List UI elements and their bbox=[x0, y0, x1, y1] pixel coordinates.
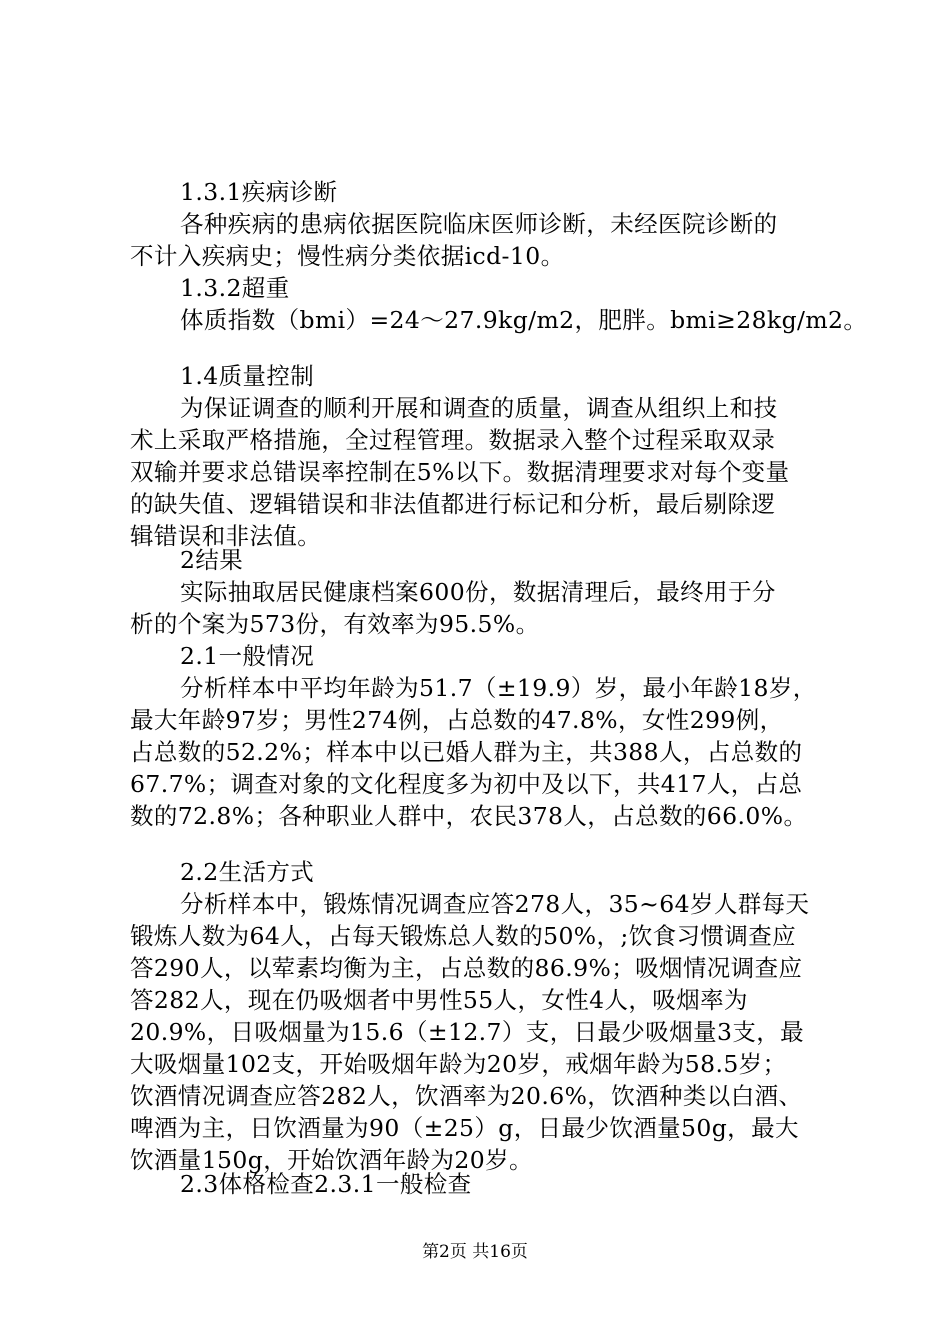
paragraph-line: 辑错误和非法值。 bbox=[130, 522, 322, 550]
paragraph-line: 分析样本中，锻炼情况调查应答278人，35~64岁人群每天 bbox=[180, 890, 810, 918]
heading-2-1: 2.1一般情况 bbox=[180, 642, 315, 670]
paragraph-line: 各种疾病的患病依据医院临床医师诊断，未经医院诊断的 bbox=[180, 210, 778, 238]
paragraph-line: 啤酒为主，日饮酒量为90（±25）g，日最少饮酒量50g，最大 bbox=[130, 1114, 799, 1142]
heading-1-3-2: 1.3.2超重 bbox=[180, 274, 290, 302]
paragraph-line: 20.9%，日吸烟量为15.6（±12.7）支，日最少吸烟量3支，最 bbox=[130, 1018, 805, 1046]
paragraph-line: 饮酒量150g，开始饮酒年龄为20岁。 bbox=[130, 1146, 533, 1174]
page-footer: 第2页 共16页 bbox=[422, 1242, 528, 1262]
paragraph-line: 锻炼人数为64人，占每天锻炼总人数的50%，;饮食习惯调查应 bbox=[130, 922, 797, 950]
heading-2: 2结果 bbox=[180, 546, 244, 574]
paragraph-line: 最大年龄97岁；男性274例，占总数的47.8%，女性299例， bbox=[130, 706, 784, 734]
paragraph-line: 答282人，现在仍吸烟者中男性55人，女性4人，吸烟率为 bbox=[130, 986, 748, 1014]
paragraph-line: 双输并要求总错误率控制在5%以下。数据清理要求对每个变量 bbox=[130, 458, 790, 486]
paragraph-line: 分析样本中平均年龄为51.7（±19.9）岁，最小年龄18岁， bbox=[180, 674, 817, 702]
heading-1-4: 1.4质量控制 bbox=[180, 362, 315, 390]
paragraph-line: 析的个案为573份，有效率为95.5%。 bbox=[130, 610, 540, 638]
paragraph-line: 占总数的52.2%；样本中以已婚人群为主，共388人，占总数的 bbox=[130, 738, 803, 766]
paragraph-line: 术上采取严格措施，全过程管理。数据录入整个过程采取双录 bbox=[130, 426, 776, 454]
paragraph-line: 的缺失值、逻辑错误和非法值都进行标记和分析，最后剔除逻 bbox=[130, 490, 776, 518]
paragraph-line: 大吸烟量102支，开始吸烟年龄为20岁，戒烟年龄为58.5岁； bbox=[130, 1050, 787, 1078]
heading-2-2: 2.2生活方式 bbox=[180, 858, 315, 886]
paragraph-line: 不计入疾病史；慢性病分类依据icd-10。 bbox=[130, 242, 565, 270]
paragraph-line: 实际抽取居民健康档案600份，数据清理后，最终用于分 bbox=[180, 578, 776, 606]
paragraph-line: 数的72.8%；各种职业人群中，农民378人，占总数的66.0%。 bbox=[130, 802, 808, 830]
paragraph-line: 为保证调查的顺利开展和调查的质量，调查从组织上和技 bbox=[180, 394, 778, 422]
paragraph-line: 67.7%；调查对象的文化程度多为初中及以下，共417人，占总 bbox=[130, 770, 803, 798]
paragraph-line: 答290人，以荤素均衡为主，占总数的86.9%；吸烟情况调查应 bbox=[130, 954, 803, 982]
heading-1-3-1: 1.3.1疾病诊断 bbox=[180, 178, 338, 206]
paragraph-line: 饮酒情况调查应答282人，饮酒率为20.6%，饮酒种类以白酒、 bbox=[130, 1082, 803, 1110]
paragraph-line: 体质指数（bmi）=24～27.9kg/m2，肥胖。bmi≥28kg/m2。 bbox=[180, 306, 868, 334]
heading-2-3: 2.3体格检查2.3.1一般检查 bbox=[180, 1170, 472, 1198]
